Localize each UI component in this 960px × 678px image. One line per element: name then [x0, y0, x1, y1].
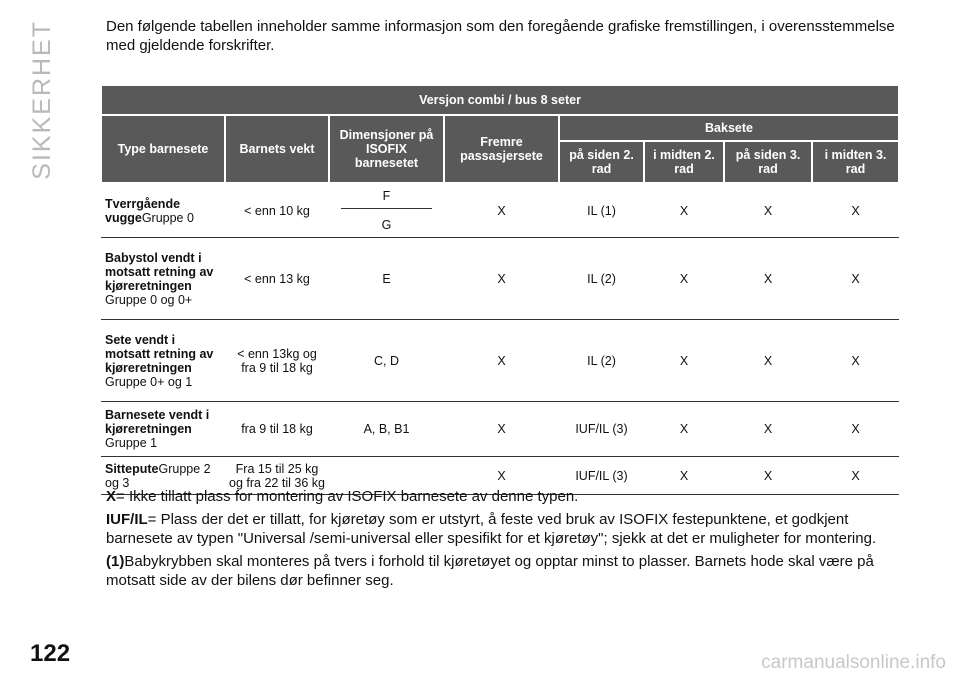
row-rear-2-middle: X: [644, 402, 724, 457]
note-x: X= Ikke tillatt plass for montering av ISOFIX barnesete av denne typen.: [106, 488, 579, 505]
row-rear-2-side: IL (1): [559, 183, 644, 238]
row-weight: < enn 10 kg: [225, 183, 329, 238]
row-rear-2-middle: X: [644, 320, 724, 402]
row-dims: C, D: [329, 320, 444, 402]
row-type: SitteputeGruppe 2 og 3: [101, 457, 225, 495]
note-iuf-il: IUF/IL= Plass der det er tillatt, for kjøretøy som er utstyrt, å feste ved bruk av ISOFIX festepunktene, et godkjent barnesete av typen "Universal /semi-universal eller spesifikt for et kjøretøy"; sjekk at det er muligheter for montering.: [106, 511, 877, 547]
row-rear-2-side: IUF/IL (3): [559, 457, 644, 495]
section-title: SIKKERHET: [28, 20, 56, 180]
row-weight: Fra 15 til 25 kg og fra 22 til 36 kg: [225, 457, 329, 495]
row-rear-2-side: IL (2): [559, 320, 644, 402]
header-front: Fremre passasjersete: [444, 115, 559, 183]
row-weight: < enn 13kg og fra 9 til 18 kg: [225, 320, 329, 402]
row-type: Tverrgående vuggeGruppe 0: [101, 183, 225, 238]
row-weight: < enn 13 kg: [225, 238, 329, 320]
intro-text: Den følgende tabellen inneholder samme informasjon som den foregående grafiske fremstillingen, i overensstemmelse med gjeldende forskrifter.: [106, 18, 895, 54]
row-front: X: [444, 183, 559, 238]
table-title: Versjon combi / bus 8 seter: [101, 85, 899, 115]
row-rear-3-side: X: [724, 238, 812, 320]
row-front: X: [444, 402, 559, 457]
row-front: X: [444, 320, 559, 402]
row-rear-3-middle: X: [812, 238, 899, 320]
table-row: [101, 320, 899, 402]
row-rear-3-side: X: [724, 402, 812, 457]
row-weight: fra 9 til 18 kg: [225, 402, 329, 457]
row-rear-2-side: IUF/IL (3): [559, 402, 644, 457]
row-type: Babystol vendt i motsatt retning av kjøreretningen Gruppe 0 og 0+: [101, 238, 225, 320]
watermark: carmanualsonline.info: [761, 652, 946, 673]
row-type: Sete vendt i motsatt retning av kjøreretningen Gruppe 0+ og 1: [101, 320, 225, 402]
header-type: Type barnesete: [101, 115, 225, 183]
row-front: X: [444, 238, 559, 320]
row-rear-3-middle: X: [812, 183, 899, 238]
legend-notes: [106, 487, 896, 594]
row-rear-2-middle: X: [644, 238, 724, 320]
header-rear-3-side: på siden 3. rad: [724, 141, 812, 183]
row-dims: F G: [329, 183, 444, 238]
header-rear: Baksete: [559, 115, 899, 141]
note-1: (1)Babykrybben skal monteres på tvers i forhold til kjøretøyet og opptar minst to plasser. Barnets hode skal være på motsatt side av der bilens dør befinner seg.: [106, 553, 874, 589]
table-row: [101, 402, 899, 457]
header-weight: Barnets vekt: [225, 115, 329, 183]
row-rear-2-side: IL (2): [559, 238, 644, 320]
header-rear-3-middle: i midten 3. rad: [812, 141, 899, 183]
header-rear-2-middle: i midten 2. rad: [644, 141, 724, 183]
row-rear-3-middle: X: [812, 402, 899, 457]
row-front: X: [444, 457, 559, 495]
page-number: 122: [30, 640, 71, 667]
table-row: [101, 238, 899, 320]
row-rear-3-side: X: [724, 183, 812, 238]
row-dims: E: [329, 238, 444, 320]
row-rear-3-middle: X: [812, 320, 899, 402]
row-rear-2-middle: X: [644, 183, 724, 238]
header-dims: Dimensjoner på ISOFIX barnesetet: [329, 115, 444, 183]
header-rear-2-side: på siden 2. rad: [559, 141, 644, 183]
row-rear-2-middle: X: [644, 457, 724, 495]
row-rear-3-middle: X: [812, 457, 899, 495]
table-row: [101, 183, 899, 238]
row-rear-3-side: X: [724, 320, 812, 402]
row-type: Barnesete vendt i kjøreretningen Gruppe 1: [101, 402, 225, 457]
row-rear-3-side: X: [724, 457, 812, 495]
row-dims: A, B, B1: [329, 402, 444, 457]
isofix-table: [100, 84, 900, 495]
